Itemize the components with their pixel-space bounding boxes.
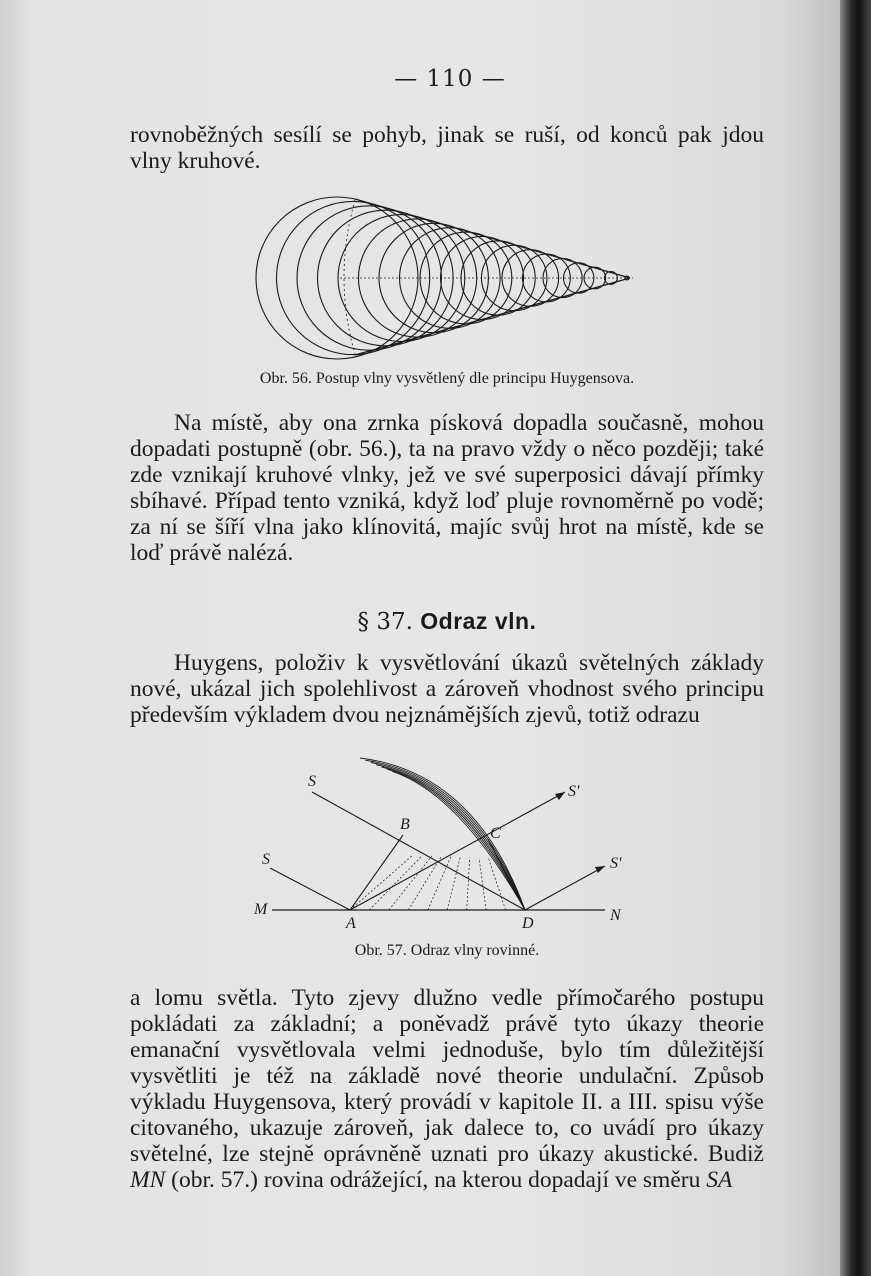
figure-57-label-m: M <box>254 901 268 918</box>
figure-57-wavelet-arc <box>382 767 525 910</box>
paragraph-section <box>130 650 764 728</box>
section-heading <box>130 608 764 635</box>
figure-57-hatch-line <box>467 858 470 910</box>
paragraph-section-text: Huygens, položiv k vysvětlování úkazů světelných základy nové, ukázal jich spolehlivost a zároveň vhodnost svého principu především výkladem dvou nejznámějších zjevů, totiž odrazu <box>130 650 764 728</box>
figure-57-label-s-prime-right: S' <box>610 855 622 872</box>
figure-57-wavefront-AB <box>350 835 403 910</box>
figure-56-lower-envelope <box>355 278 630 355</box>
figure-57-caption: Obr. 57. Odraz vlny rovinné. <box>354 942 540 959</box>
figure-57-hatch-line <box>408 856 441 910</box>
symbol-sa: SA <box>706 1167 733 1193</box>
section-title: Odraz vln. <box>420 608 537 634</box>
figure-57-hatch-line <box>479 858 486 910</box>
figure-57-label-s-top: S <box>308 773 316 790</box>
figure-57-incident-ray-upper <box>312 792 525 910</box>
figure-57-label-n: N <box>610 907 621 924</box>
paragraph-middle-text: Na místě, aby ona zrnka písková dopadla současně, mohou dopadati postupně (obr. 56.), ta na pravo vždy o něco později; také zde vznikají kruhové vlnky, jež ve své superposici dávají přímky sbíhavé. Případ tento vzniká, když loď pluje rovnoměrně po vodě; za ní se šíří vlna jako klínovitá, majíc svůj hrot na místě, kde se loď právě nalézá. <box>130 410 764 566</box>
figure-57-arrow-s-prime-top <box>555 792 565 800</box>
figure-57-incident-ray-lower <box>270 868 350 910</box>
figure-57-hatch-line <box>447 857 460 910</box>
figure-57-hatch-line <box>350 855 413 910</box>
paragraph-top <box>130 122 764 174</box>
figure-56-caption: Obr. 56. Postup vlny vysvětlený dle principu Huygensova. <box>259 370 635 387</box>
symbol-mn: MN <box>130 1167 166 1193</box>
book-binding-edge <box>840 0 871 1276</box>
figure-57-wavelet-arc <box>387 769 525 910</box>
figure-57-label-b: B <box>400 816 410 833</box>
paragraph-middle <box>130 410 764 566</box>
figure-57-label-a: A <box>346 915 356 932</box>
figure-57-wavelet-arc <box>392 772 525 911</box>
paragraph-last-text: (obr. 57.) rovina odrážející, na kterou dopadají ve směru <box>165 1167 707 1193</box>
figure-57-reflected-ray-lower <box>525 866 605 910</box>
figure-57-arrow-s-prime-right <box>595 866 605 873</box>
figure-57-label-c: C <box>490 825 501 842</box>
figure-56-wave-diagram <box>255 196 645 360</box>
paragraph-bottom-text <box>130 985 764 1193</box>
paragraph-top-text: rovnoběžných sesílí se pohyb, jinak se ruší, od konců pak jdou vlny kruhové. <box>130 122 764 174</box>
figure-57-wavelet-arc <box>371 763 525 911</box>
paragraph-bottom-body: a lomu světla. Tyto zjevy dlužno vedle přímočarého postupu pokládati za základní; a poněvadž právě tyto úkazy theorie emanační vysvětlovala velmi jednoduše, bylo tím důležitější vysvětliti je též na základě nové theorie undulační. Způsob výkladu Huygensova, který provádí v kapitole II. a III. spisu výše citovaného, ukazuje zároveň, jak dalece to, co uvádí pro úkazy světelné, lze stejně oprávněně uznati pro úkazy akustické. Budiž <box>130 985 764 1167</box>
figure-57-label-d: D <box>522 915 534 932</box>
figure-57-hatch-line <box>369 855 422 910</box>
figure-57-reflection-diagram <box>250 750 630 935</box>
figure-57-label-s-prime-top: S' <box>568 783 580 800</box>
page-number: — 110 — <box>394 66 506 92</box>
section-number: § 37. <box>357 609 413 635</box>
figure-57-wavelet-arc <box>376 765 525 910</box>
figure-57-label-s-left: S <box>262 851 270 868</box>
paragraph-bottom <box>130 985 764 1193</box>
figure-56-wave-circle <box>502 250 559 307</box>
figure-57-reflected-ray-upper <box>350 792 565 910</box>
